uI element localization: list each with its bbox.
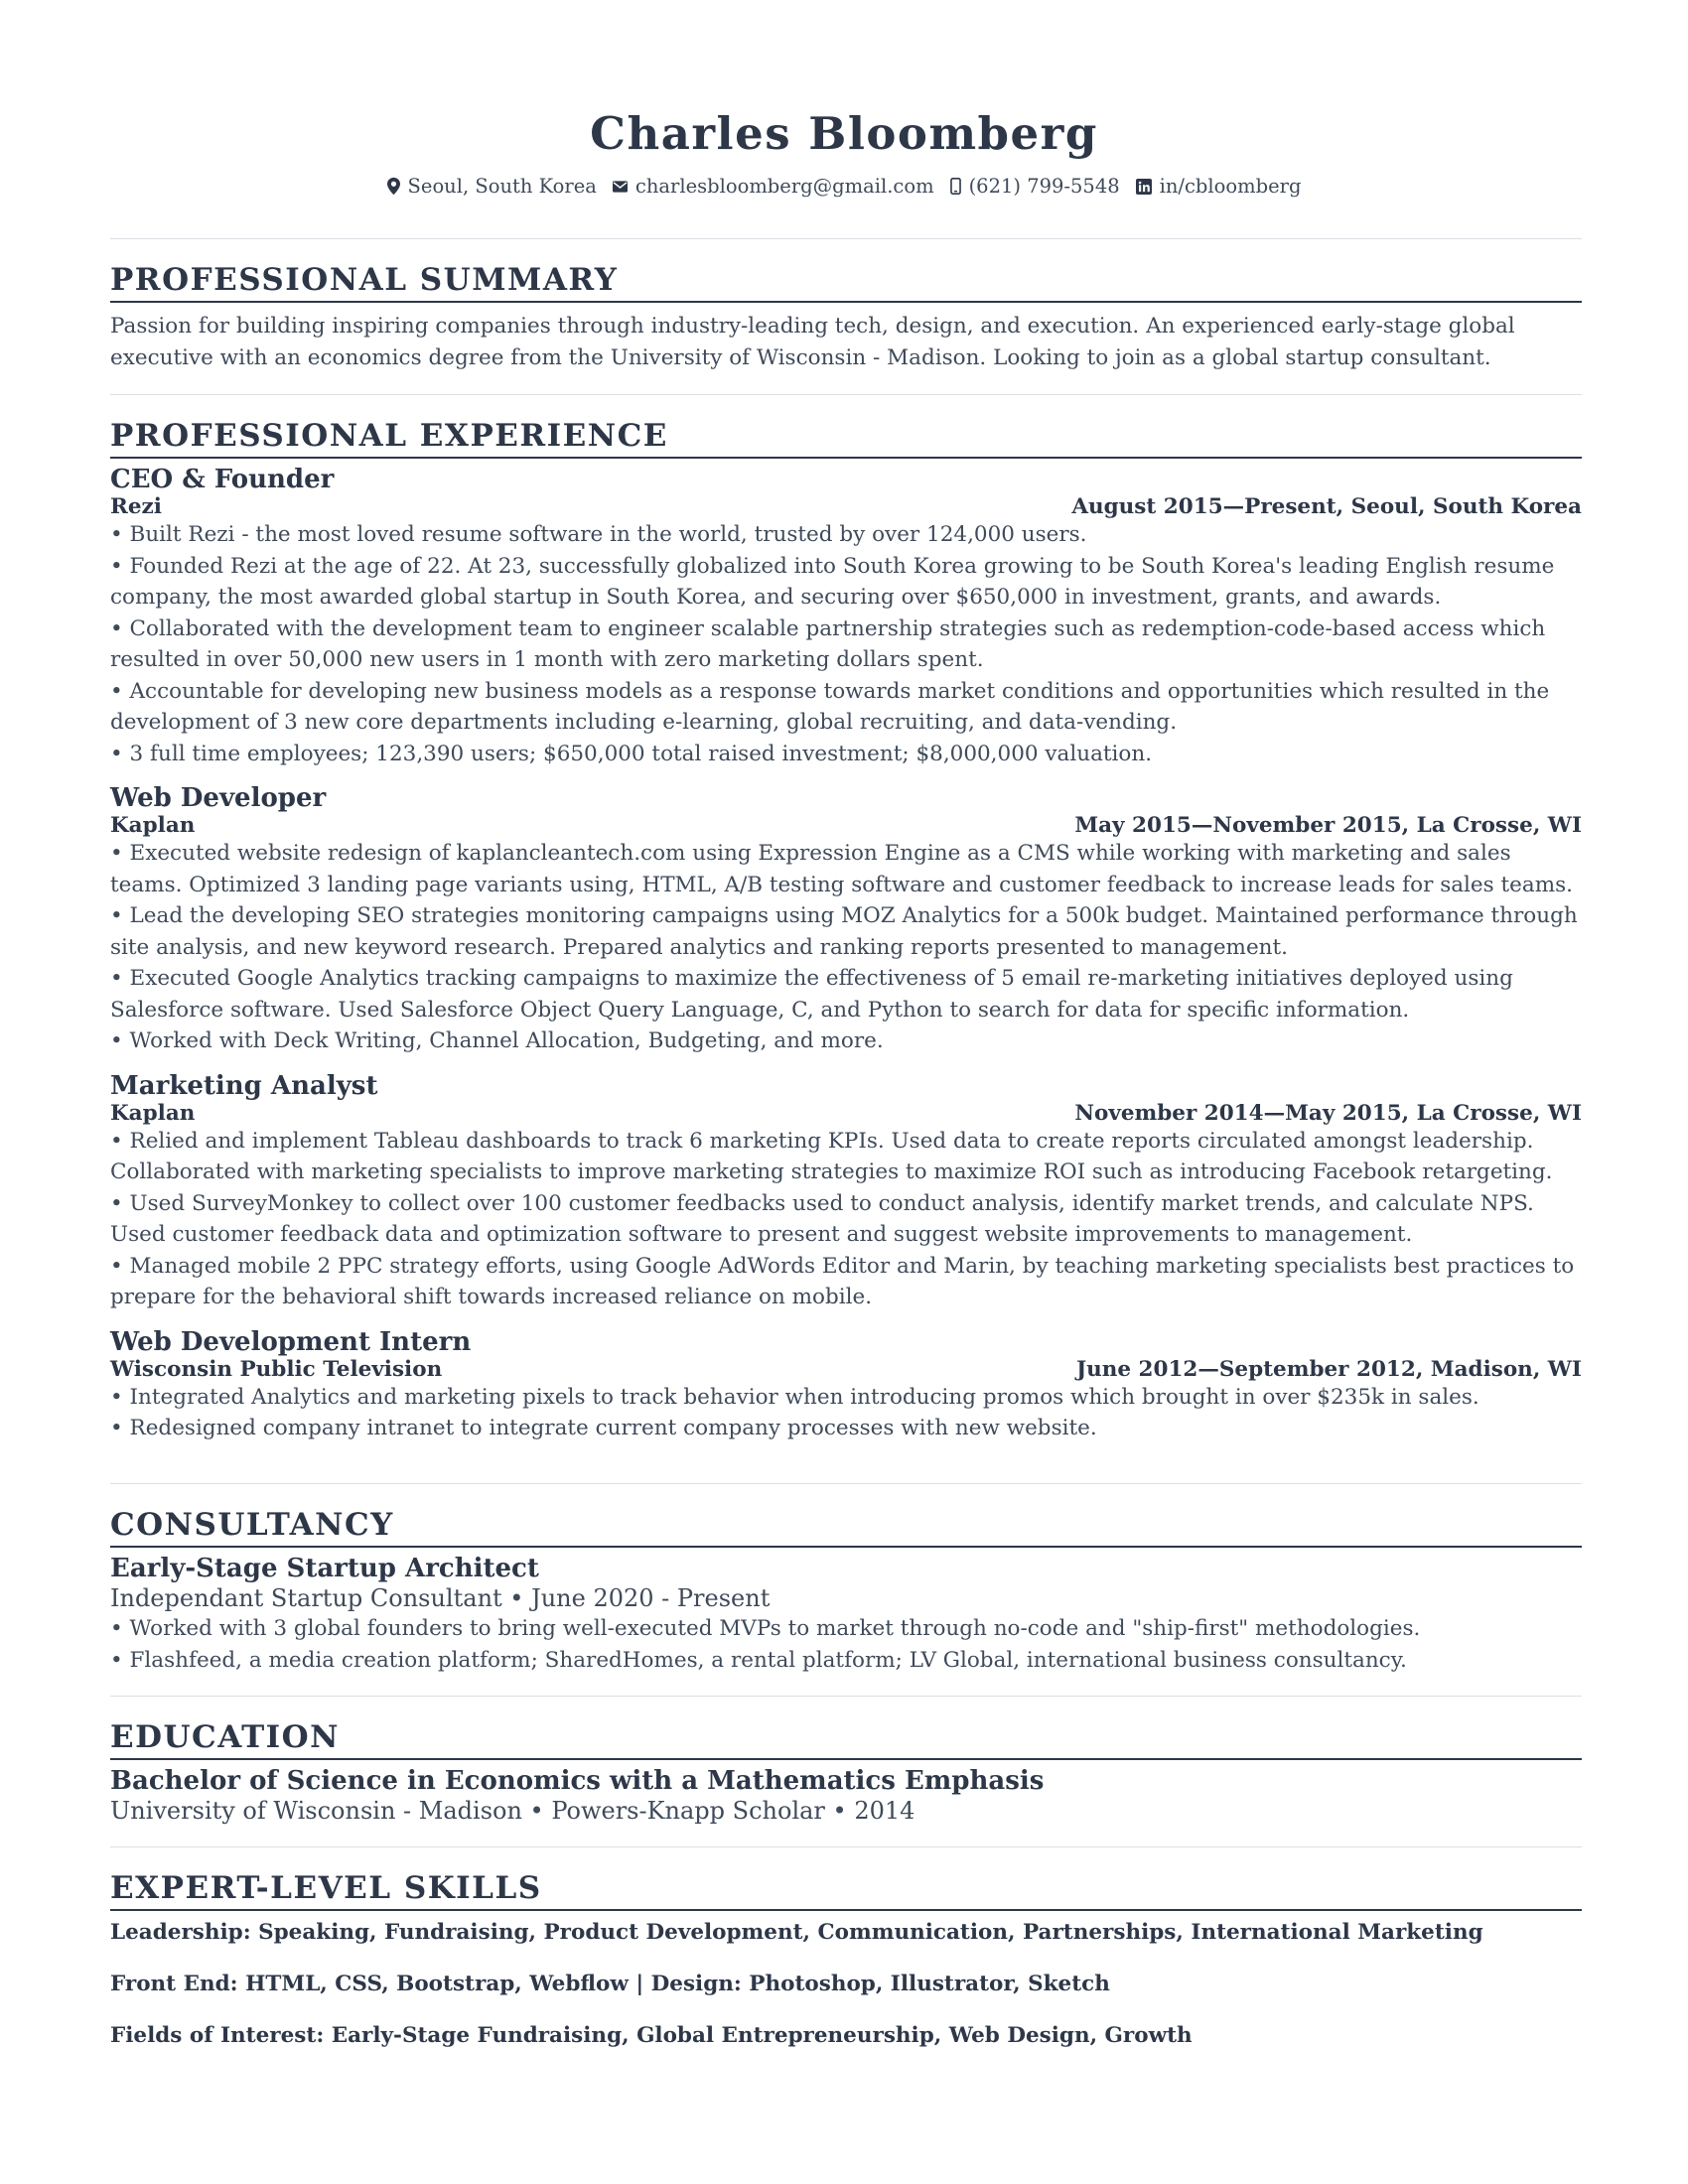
job-title: Web Developer bbox=[110, 783, 327, 813]
consultancy-bullet: • Flashfeed, a media creation platform; SharedHomes, a rental platform; LV Global, international business consultancy. bbox=[110, 1647, 1407, 1673]
contact-linkedin[interactable] bbox=[1136, 175, 1302, 198]
contact-phone[interactable] bbox=[950, 175, 1120, 198]
education-heading: EDUCATION bbox=[110, 1718, 1582, 1760]
job-bullet: • Executed website redesign of kaplancleantech.com using Expression Engine as a CMS while working with marketing and sales teams. Optimized 3 landing page variants using, HTML, A/B testing software and customer feedback to increase leads for sales teams. bbox=[110, 841, 1573, 897]
summary-text: Passion for building inspiring companies through industry-leading tech, design, and execution. An experienced early-stage global executive with an economics degree from the University of Wisconsin - Madison. Looking to join as a global startup consultant. bbox=[110, 314, 1515, 370]
linkedin-text[interactable]: in/cbloomberg bbox=[1159, 175, 1302, 198]
skills-heading: EXPERT-LEVEL SKILLS bbox=[110, 1869, 1582, 1911]
contact-bar bbox=[0, 175, 1688, 198]
job-bullet: • Relied and implement Tableau dashboards to track 6 marketing KPIs. Used data to create reports circulated amongst leadership. Collaborated with marketing specialists to improve marketing strategies to maximize ROI such as introducing Facebook retargeting. bbox=[110, 1128, 1553, 1184]
summary-heading: PROFESSIONAL SUMMARY bbox=[110, 261, 1582, 303]
job-bullet: • Executed Google Analytics tracking campaigns to maximize the effectiveness of 5 email re-marketing initiatives deployed using Salesforce software. Used Salesforce Object Query Language, C, and Python to search for data for specific information. bbox=[110, 966, 1513, 1023]
resume-header bbox=[0, 0, 1688, 198]
job-company: Rezi bbox=[110, 494, 162, 519]
job-title: CEO & Founder bbox=[110, 465, 335, 494]
contact-email[interactable] bbox=[613, 175, 934, 198]
consultancy-entry bbox=[110, 1554, 1582, 1676]
skills-section bbox=[110, 1846, 1582, 2050]
job-dates: November 2014—May 2015, La Crosse, WI bbox=[1074, 1100, 1582, 1126]
phone-text[interactable]: (621) 799-5548 bbox=[968, 175, 1120, 198]
job-meta bbox=[110, 494, 1582, 519]
skill-line: Leadership: Speaking, Fundraising, Product Development, Communication, Partnerships, International Marketing bbox=[110, 1920, 1483, 1945]
job-entry bbox=[110, 1071, 1582, 1313]
candidate-name: Charles Bloomberg bbox=[590, 107, 1098, 160]
education-section bbox=[110, 1696, 1582, 1826]
envelope-icon bbox=[613, 181, 628, 193]
job-bullet: • Worked with Deck Writing, Channel Allocation, Budgeting, and more. bbox=[110, 1028, 884, 1053]
skill-line: Front End: HTML, CSS, Bootstrap, Webflow | Design: Photoshop, Illustrator, Sketch bbox=[110, 1972, 1110, 1996]
job-bullet: • Accountable for developing new business models as a response towards market conditions and opportunities which resulted in the development of 3 new core departments including e-learning, global recruiting, and data-vending. bbox=[110, 678, 1550, 735]
linkedin-icon bbox=[1136, 179, 1152, 195]
consultancy-role: Early-Stage Startup Architect bbox=[110, 1554, 539, 1583]
job-bullet: • 3 full time employees; 123,390 users; $650,000 total raised investment; $8,000,000 valuation. bbox=[110, 741, 1153, 766]
job-bullet: • Lead the developing SEO strategies monitoring campaigns using MOZ Analytics for a 500k budget. Maintained performance through site analysis, and new keyword research. Prepared analytics and ranking reports presented to management. bbox=[110, 903, 1578, 960]
summary-section bbox=[110, 238, 1582, 373]
skill-line: Fields of Interest: Early-Stage Fundraising, Global Entrepreneurship, Web Design, Growth bbox=[110, 2023, 1193, 2048]
map-pin-icon bbox=[387, 177, 400, 196]
job-dates: August 2015—Present, Seoul, South Korea bbox=[1071, 494, 1582, 519]
education-details: University of Wisconsin - Madison • Powers-Knapp Scholar • 2014 bbox=[110, 1797, 915, 1825]
experience-section bbox=[110, 394, 1582, 1444]
job-bullet: • Founded Rezi at the age of 22. At 23, successfully globalized into South Korea growing to be South Korea's leading English resume company, the most awarded global startup in South Korea, and securing over $650,000 in investment, grants, and awards. bbox=[110, 553, 1555, 610]
consultancy-heading: CONSULTANCY bbox=[110, 1506, 1582, 1548]
job-title: Web Development Intern bbox=[110, 1326, 472, 1357]
job-dates: June 2012—September 2012, Madison, WI bbox=[1075, 1356, 1582, 1382]
job-bullet: • Integrated Analytics and marketing pixels to track behavior when introducing promos which brought in over $235k in sales. bbox=[110, 1384, 1479, 1410]
job-meta bbox=[110, 1357, 1582, 1382]
contact-location bbox=[387, 175, 597, 198]
job-entry bbox=[110, 783, 1582, 1057]
job-company: Kaplan bbox=[110, 813, 196, 838]
job-dates: May 2015—November 2015, La Crosse, WI bbox=[1074, 813, 1582, 838]
job-company: Kaplan bbox=[110, 1100, 196, 1126]
job-title: Marketing Analyst bbox=[110, 1070, 378, 1101]
education-entry bbox=[110, 1766, 1582, 1826]
job-company: Wisconsin Public Television bbox=[110, 1356, 443, 1382]
consultancy-bullet: • Worked with 3 global founders to bring well-executed MVPs to market through no-code and "ship-first" methodologies. bbox=[110, 1616, 1421, 1641]
job-bullet: • Used SurveyMonkey to collect over 100 customer feedbacks used to conduct analysis, identify market trends, and calculate NPS. Used customer feedback data and optimization software to present and suggest website improvements to management. bbox=[110, 1190, 1534, 1247]
consultancy-subtitle: Independant Startup Consultant • June 2020 - Present bbox=[110, 1584, 771, 1612]
job-bullet: • Redesigned company intranet to integrate current company processes with new website. bbox=[110, 1416, 1097, 1440]
mobile-phone-icon bbox=[950, 178, 961, 195]
consultancy-section bbox=[110, 1483, 1582, 1676]
job-entry bbox=[110, 465, 1582, 769]
experience-heading: PROFESSIONAL EXPERIENCE bbox=[110, 417, 1582, 459]
email-text[interactable]: charlesbloomberg@gmail.com bbox=[634, 175, 934, 198]
job-meta bbox=[110, 1101, 1582, 1126]
job-meta bbox=[110, 813, 1582, 838]
job-entry bbox=[110, 1327, 1582, 1444]
location-text: Seoul, South Korea bbox=[407, 175, 597, 198]
job-bullet: • Managed mobile 2 PPC strategy efforts, using Google AdWords Editor and Marin, by teaching marketing specialists best practices to prepare for the behavioral shift towards increased reliance on mobile. bbox=[110, 1253, 1575, 1309]
job-bullet: • Built Rezi - the most loved resume software in the world, trusted by over 124,000 users. bbox=[110, 522, 1087, 547]
education-degree: Bachelor of Science in Economics with a Mathematics Emphasis bbox=[110, 1766, 1045, 1796]
job-bullet: • Collaborated with the development team to engineer scalable partnership strategies such as redemption-code-based access which resulted in over 50,000 new users in 1 month with zero marketing dollars spent. bbox=[110, 615, 1546, 672]
